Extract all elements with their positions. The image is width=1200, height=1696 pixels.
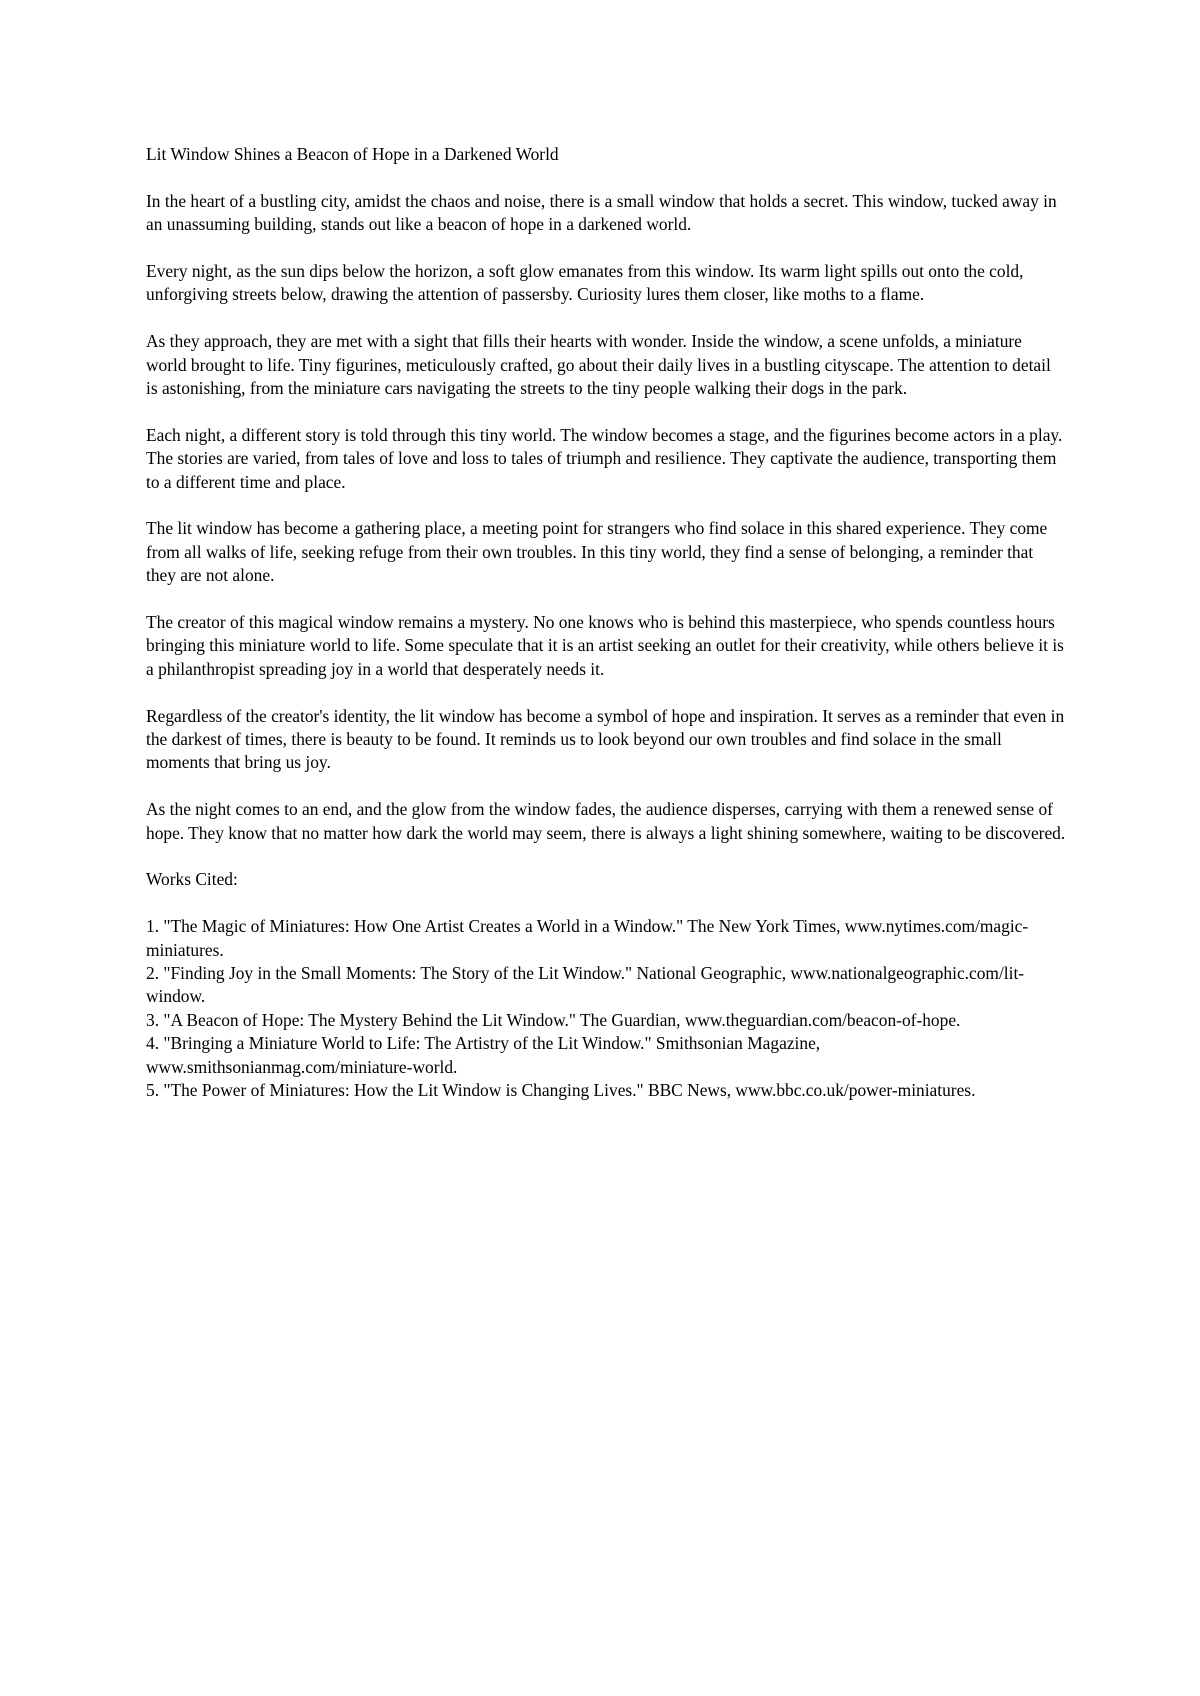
- citation-5: 5. "The Power of Miniatures: How the Lit Window is Changing Lives." BBC News, www.bbc.co.uk/power-miniatures.: [146, 1080, 976, 1101]
- document-title: Lit Window Shines a Beacon of Hope in a Darkened World: [146, 144, 559, 164]
- paragraph-8: As the night comes to an end, and the glow from the window fades, the audience disperses, carrying with them a renewed sense of hope. They know that no matter how dark the world may seem, there is always a light shining somewhere, waiting to be discovered.: [146, 799, 1066, 843]
- paragraph-2: Every night, as the sun dips below the horizon, a soft glow emanates from this window. Its warm light spills out onto the cold, unforgiving streets below, drawing the attention of passersby. Curiosity lures them closer, like moths to a flame.: [146, 261, 1024, 305]
- paragraph-7: Regardless of the creator's identity, the lit window has become a symbol of hope and inspiration. It serves as a reminder that even in the darkest of times, there is beauty to be found. It reminds us to look beyond our own troubles and find solace in the small moments that bring us joy.: [146, 705, 1065, 773]
- citation-2: 2. "Finding Joy in the Small Moments: The Story of the Lit Window." National Geographic, www.nationalgeographic.com/lit-window.: [146, 963, 1025, 1007]
- document-page: [146, 143, 1066, 1103]
- paragraph-5: The lit window has become a gathering place, a meeting point for strangers who find solace in this shared experience. They come from all walks of life, seeking refuge from their own troubles. In this tiny world, they find a sense of belonging, a reminder that they are not alone.: [146, 518, 1048, 586]
- citation-list: [146, 915, 1066, 1102]
- paragraph-6: The creator of this magical window remains a mystery. No one knows who is behind this masterpiece, who spends countless hours bringing this miniature world to life. Some speculate that it is an artist seeking an outlet for their creativity, while others believe it is a philanthropist spreading joy in a world that desperately needs it.: [146, 612, 1064, 679]
- paragraph-1: In the heart of a bustling city, amidst the chaos and noise, there is a small window that holds a secret. This window, tucked away in an unassuming building, stands out like a beacon of hope in a darkened world.: [146, 190, 1057, 235]
- paragraph-3: As they approach, they are met with a sight that fills their hearts with wonder. Inside the window, a scene unfolds, a miniature world brought to life. Tiny figurines, meticulously crafted, go about their daily lives in a bustling cityscape. The attention to detail is astonishing, from the miniature cars navigating the streets to the tiny people walking their dogs in the park.: [146, 331, 1051, 399]
- works-cited-heading: Works Cited:: [146, 869, 238, 890]
- citation-3: 3. "A Beacon of Hope: The Mystery Behind the Lit Window." The Guardian, www.theguardian.com/beacon-of-hope.: [146, 1009, 961, 1030]
- paragraph-4: Each night, a different story is told through this tiny world. The window becomes a stage, and the figurines become actors in a play. The stories are varied, from tales of love and loss to tales of triumph and resilience. They captivate the audience, transporting them to a different time and place.: [146, 424, 1063, 492]
- citation-4: 4. "Bringing a Miniature World to Life: The Artistry of the Lit Window." Smithsonian Magazine, www.smithsonianmag.com/miniature-world.: [146, 1033, 821, 1077]
- citation-1: 1. "The Magic of Miniatures: How One Artist Creates a World in a Window." The New York Times, www.nytimes.com/magic-miniatures.: [146, 916, 1029, 960]
